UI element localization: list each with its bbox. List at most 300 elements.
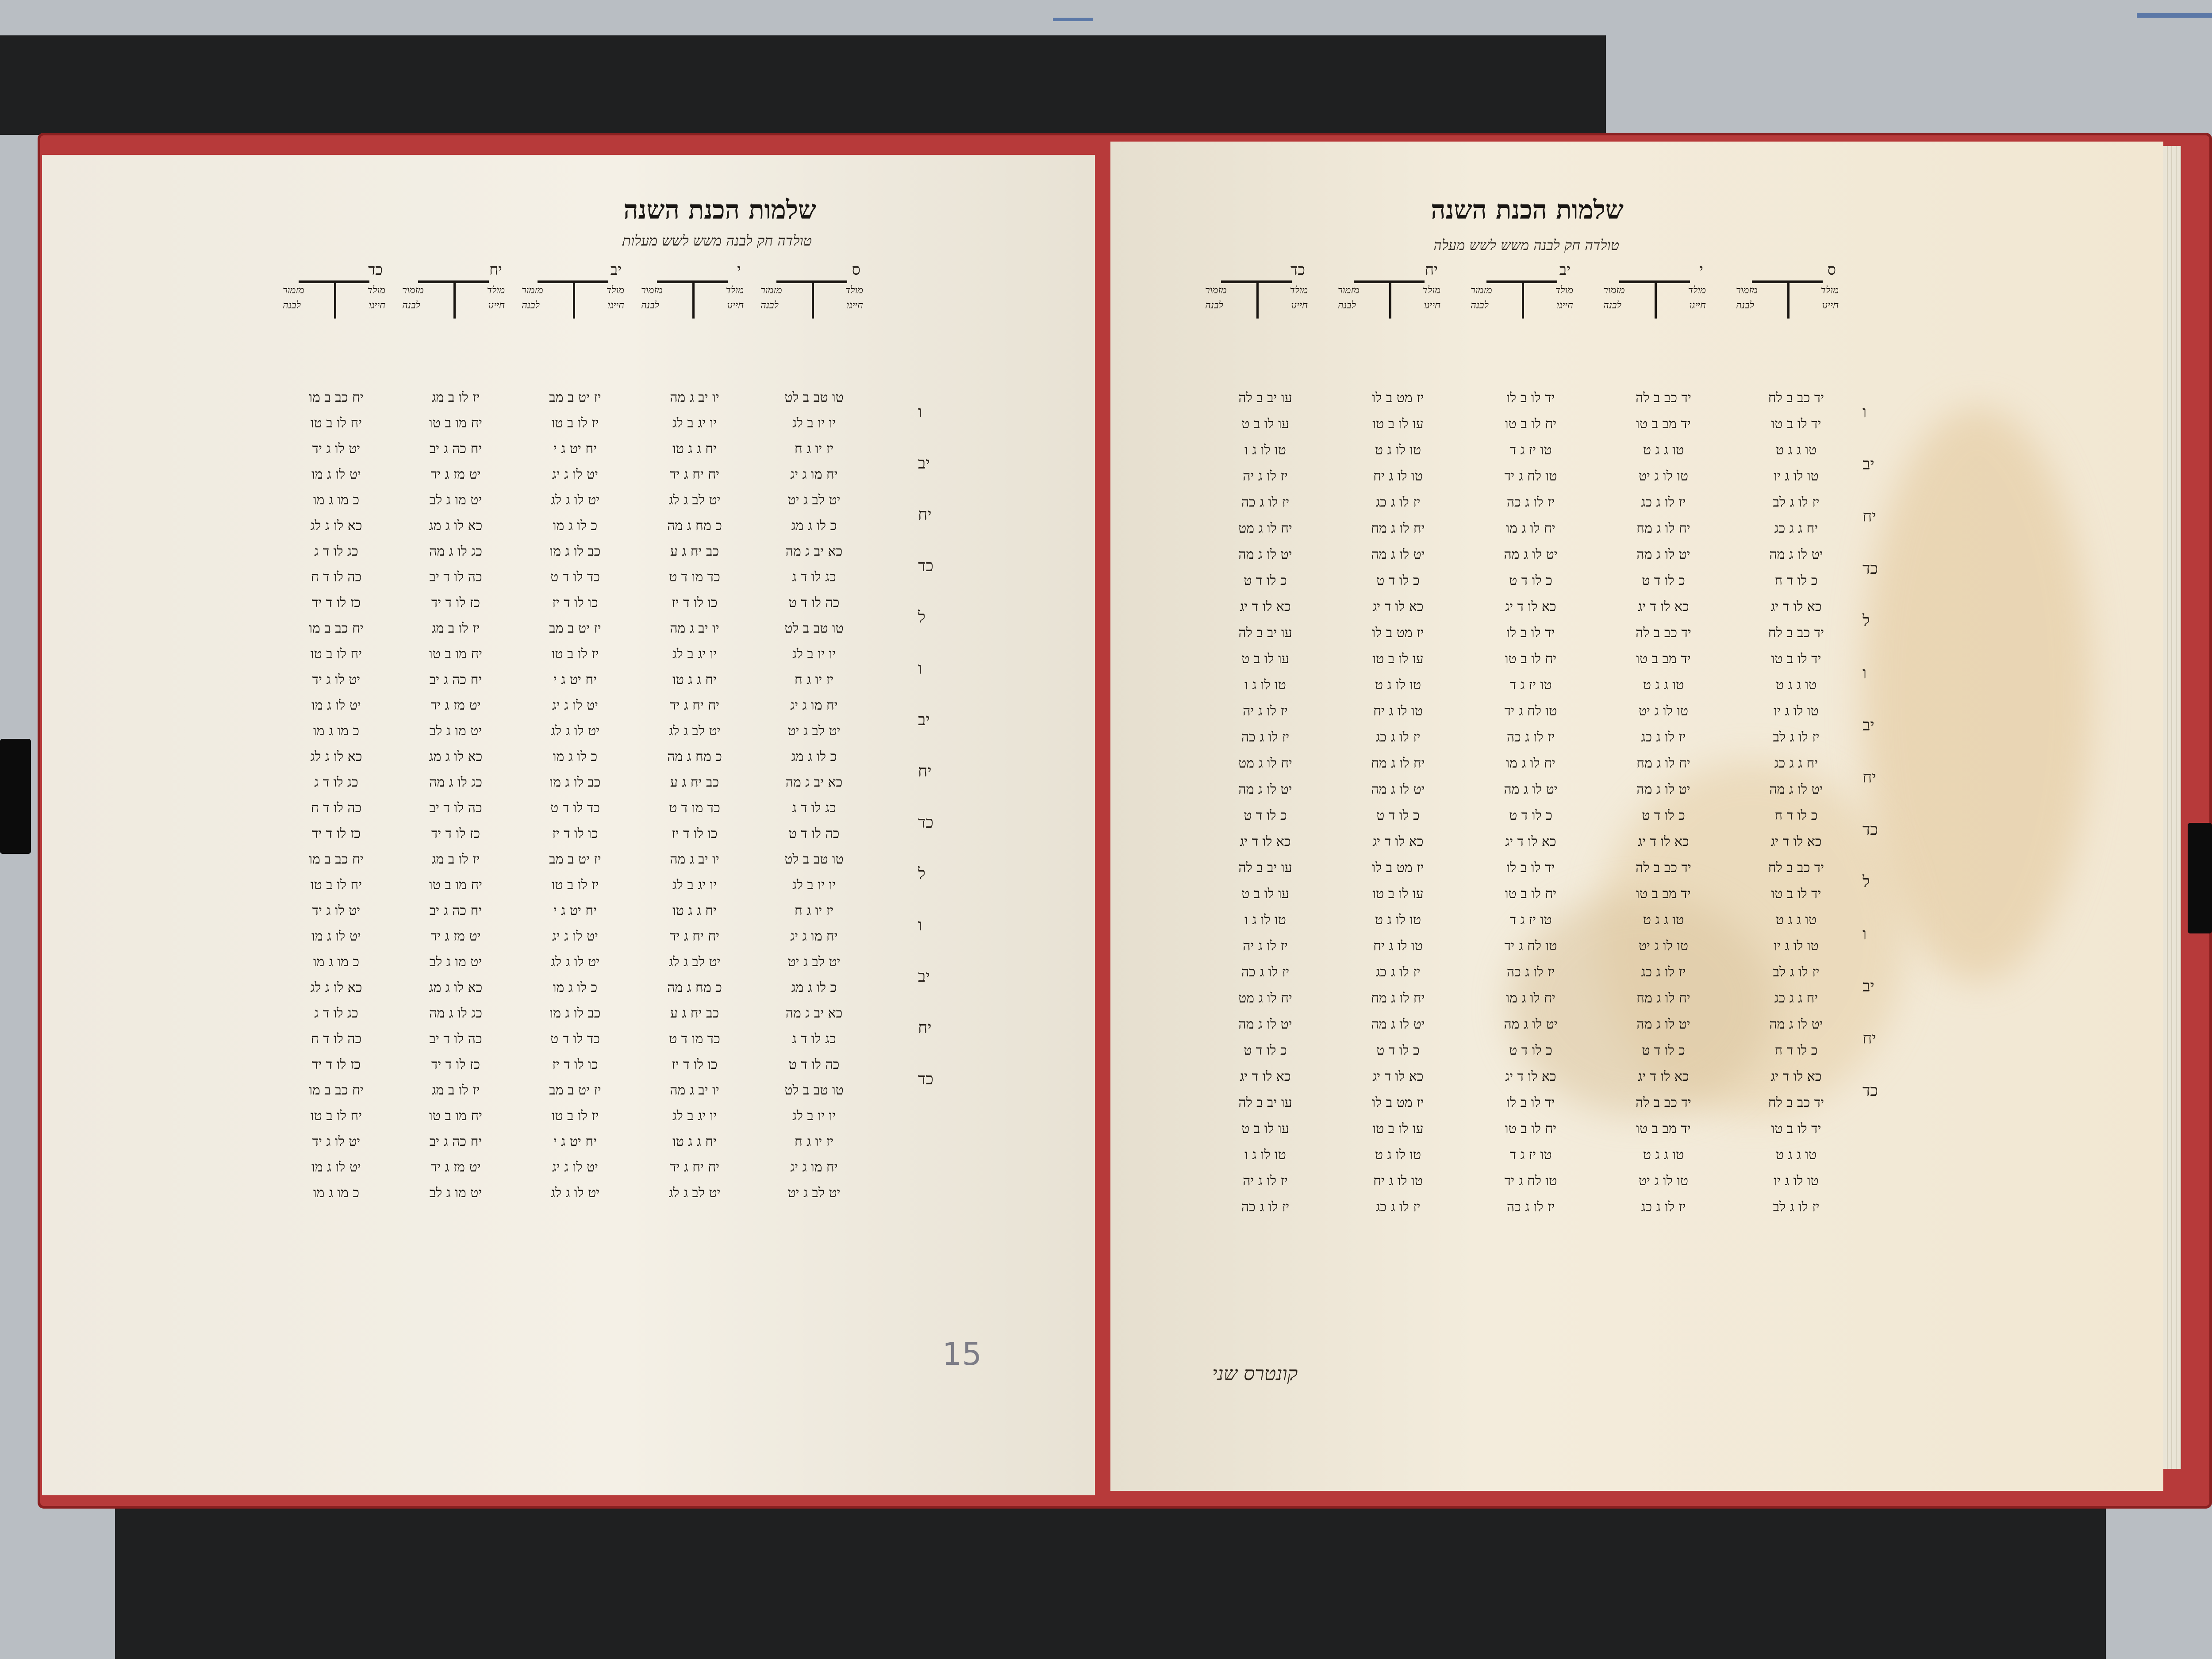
header-label: מזמור	[1736, 285, 1758, 296]
table-cell: כ לו ד ח	[1774, 1043, 1818, 1058]
table-cell: טו ג ג ט	[1775, 912, 1817, 928]
table-cell: יח לו ג מח	[1636, 991, 1690, 1006]
header-bracket	[776, 280, 847, 319]
table-row	[1199, 489, 1863, 515]
table-row	[1199, 541, 1863, 568]
table-cell: עו יב ב לה	[1238, 625, 1292, 641]
table-cell: יד כב ב לה	[1636, 860, 1691, 876]
table-cell: טו לח ג יד	[1504, 703, 1557, 719]
table-cell: יח מו ב טו	[429, 1108, 482, 1124]
table-cell: יח לו ג מו	[1506, 756, 1555, 771]
table-cell: יט לו ג מה	[1238, 1017, 1292, 1032]
table-cell: יט לו ג מה	[1371, 782, 1425, 797]
calibration-mark	[2137, 13, 2212, 18]
table-cell: יח לו ג מח	[1371, 991, 1425, 1006]
table-cell: יח לו ב טו	[1505, 886, 1557, 902]
table-row	[1199, 1194, 1863, 1220]
table-cell: כ לו ד ט	[1509, 808, 1552, 823]
header-label: חייגו	[1689, 300, 1706, 311]
right-column-header	[1601, 261, 1708, 313]
table-row	[276, 513, 874, 539]
table-row	[1199, 803, 1863, 829]
table-cell: יט לו ג מה	[1504, 1017, 1558, 1032]
table-row	[276, 1103, 874, 1129]
left-table	[276, 385, 874, 1206]
table-cell: יט לו ג מה	[1636, 782, 1690, 797]
table-cell: טו ג ג ט	[1643, 442, 1684, 458]
header-label: מולד	[367, 285, 385, 296]
right-row-label: יב	[1863, 977, 1874, 995]
right-table	[1199, 385, 1863, 1220]
table-cell: כג לו ד ג	[792, 569, 836, 585]
table-cell: יד לו ב לו	[1506, 625, 1555, 641]
table-cell: יט לו ג יד	[312, 441, 361, 457]
table-cell: יט לו ג מה	[1371, 547, 1425, 562]
table-cell: יד כב ב לח	[1768, 860, 1824, 876]
table-row	[276, 770, 874, 795]
table-row	[276, 847, 874, 872]
table-row	[1199, 985, 1863, 1011]
header-label: לבנה	[760, 300, 779, 311]
table-cell: יו יג ב לג	[672, 415, 717, 431]
table-row	[276, 1129, 874, 1155]
table-cell: יז יט ב מב	[549, 852, 601, 867]
table-row	[276, 872, 874, 898]
table-cell: כה לו ד ט	[788, 826, 840, 841]
table-row	[276, 795, 874, 821]
table-cell: יז לו ג יה	[1243, 469, 1288, 484]
table-row	[1199, 646, 1863, 672]
table-cell: יז יו ג ח	[794, 1134, 834, 1149]
table-cell: כ מו ג מו	[313, 492, 360, 508]
table-row	[276, 975, 874, 1001]
table-row	[1199, 385, 1863, 411]
table-cell: כ לו ג מו	[553, 980, 598, 995]
table-cell: יד לו ב לו	[1506, 860, 1555, 876]
table-cell: כו לו ד יז	[552, 1057, 598, 1072]
table-cell: כג לו ג מה	[429, 775, 482, 790]
table-cell: כב לו ג מו	[549, 1006, 601, 1021]
table-cell: יט מז ג יד	[430, 1160, 481, 1175]
table-cell: כא לו ד יג	[1770, 599, 1822, 614]
table-cell: כ לו ד ט	[1376, 1043, 1420, 1058]
table-cell: יו יב ג מה	[670, 852, 719, 867]
table-cell: יח יט ג י	[553, 672, 597, 687]
table-row	[1199, 594, 1863, 620]
table-cell: כד מו ד ט	[669, 800, 720, 816]
table-cell: כא לו ג מג	[429, 980, 483, 995]
table-cell: יח ג ג טו	[672, 441, 717, 457]
table-cell: יח יט ג י	[553, 1134, 597, 1149]
table-cell: כה לו ד ח	[311, 569, 362, 585]
table-cell: יח לו ג מט	[1238, 756, 1292, 771]
header-label: חייגו	[1556, 300, 1573, 311]
table-cell: יח לו ג מט	[1238, 991, 1292, 1006]
table-cell: טו לו ג יח	[1373, 469, 1423, 484]
right-row-label: כד	[1863, 1082, 1878, 1100]
table-row	[276, 1155, 874, 1180]
table-cell: יט לו ג מה	[1636, 1017, 1690, 1032]
table-row	[1199, 620, 1863, 646]
table-cell: יז לו ג כה	[1506, 964, 1555, 980]
table-row	[276, 924, 874, 949]
table-cell: טו לו ג יו	[1774, 703, 1819, 719]
table-cell: כא לו ד יג	[1638, 1069, 1689, 1084]
left-row-label: כד	[918, 814, 933, 832]
table-cell: יח כה ג יב	[429, 441, 482, 457]
table-cell: יח כה ג יב	[429, 1134, 482, 1149]
table-cell: יז לו ב מג	[431, 852, 480, 867]
table-cell: כו לו ד יז	[552, 826, 598, 841]
right-row-label: יב	[1863, 716, 1874, 734]
table-cell: כ לו ד ט	[1642, 808, 1685, 823]
table-cell: טו טב ב לט	[784, 390, 844, 405]
header-label: מולד	[1555, 285, 1573, 296]
left-row-label: ו	[918, 660, 922, 678]
table-cell: יד מב ב טו	[1636, 651, 1691, 667]
table-cell: כז לו ד יד	[431, 595, 480, 611]
table-cell: טו לו ג ט	[1375, 1147, 1421, 1163]
table-cell: טו לו ג יו	[1774, 469, 1819, 484]
table-cell: כה לו ד ט	[788, 1057, 840, 1072]
table-cell: יט לו ג יד	[312, 1134, 361, 1149]
header-bracket	[1486, 280, 1557, 319]
table-cell: כ לו ד ח	[1774, 573, 1818, 588]
table-row	[1199, 933, 1863, 959]
table-cell: עו יב ב לה	[1238, 860, 1292, 876]
table-cell: כג לו ג מה	[429, 544, 482, 559]
right-row-label: ו	[1863, 403, 1867, 421]
right-row-label: ל	[1863, 612, 1870, 630]
table-row	[1199, 672, 1863, 698]
table-row	[276, 462, 874, 488]
table-cell: יז יט ב מב	[549, 390, 601, 405]
table-cell: טו לו ג יט	[1638, 469, 1688, 484]
table-cell: יז יו ג ח	[794, 441, 834, 457]
catchword: קונטרס שני	[1212, 1363, 1298, 1385]
table-cell: יז לו ג יה	[1243, 703, 1288, 719]
header-label: מזמור	[1338, 285, 1359, 296]
table-cell: כד לו ד ט	[550, 800, 600, 816]
header-label: לבנה	[1205, 300, 1223, 311]
table-cell: כא יב ג מה	[785, 1006, 843, 1021]
table-cell: כה לו ד ח	[311, 1031, 362, 1047]
table-cell: יט לו ג מה	[1769, 782, 1823, 797]
table-cell: יז לו ג כג	[1375, 495, 1421, 510]
scanner-top-bar	[0, 35, 1606, 135]
table-cell: כא יב ג מה	[785, 544, 843, 559]
table-cell: טו ג ג ט	[1643, 677, 1684, 693]
table-row	[276, 1180, 874, 1206]
table-cell: יז לו ג כה	[1241, 1199, 1290, 1215]
right-row-label: יח	[1863, 1029, 1876, 1048]
table-row	[1199, 724, 1863, 750]
table-cell: יט לו ג לג	[550, 1185, 600, 1201]
table-cell: כא לו ג לג	[310, 980, 362, 995]
table-cell: כ לו ד ט	[1244, 1043, 1287, 1058]
table-cell: יז לו ג כה	[1506, 495, 1555, 510]
table-cell: יח כב ב מו	[309, 1083, 364, 1098]
table-cell: כה לו ד ט	[788, 595, 840, 611]
header-label: לבנה	[1338, 300, 1356, 311]
table-cell: יח כב ב מו	[309, 852, 364, 867]
table-cell: יט לו ג לג	[550, 723, 600, 739]
table-cell: יז יו ג ח	[794, 903, 834, 918]
table-cell: כא לו ד יג	[1505, 834, 1556, 849]
table-cell: כ לו ד ט	[1376, 573, 1420, 588]
table-cell: יז לו ג לב	[1773, 1199, 1820, 1215]
table-row	[276, 1078, 874, 1103]
table-cell: יד כב ב לח	[1768, 625, 1824, 641]
left-column-header	[400, 261, 507, 313]
table-cell: כג לו ד ג	[314, 544, 358, 559]
table-cell: כא לו ד יג	[1372, 599, 1424, 614]
table-cell: כא יב ג מה	[785, 775, 843, 790]
table-cell: יז לו ב מג	[431, 621, 480, 636]
table-cell: יט לו ג יג	[552, 467, 598, 482]
table-row	[1199, 437, 1863, 463]
table-cell: טו טב ב לט	[784, 621, 844, 636]
table-cell: יט לב ג לג	[668, 1185, 721, 1201]
table-cell: יד מב ב טו	[1636, 886, 1691, 902]
right-row-label: ל	[1863, 873, 1870, 891]
table-cell: טו לו ג יח	[1373, 703, 1423, 719]
table-cell: יט לב ג יט	[787, 954, 841, 970]
table-row	[1199, 907, 1863, 933]
right-column-header	[1734, 261, 1840, 313]
left-page	[42, 155, 1095, 1495]
header-label: מולד	[1290, 285, 1308, 296]
table-cell: יח ג ג טו	[672, 1134, 717, 1149]
right-row-label: כד	[1863, 560, 1878, 578]
table-cell: כ לו ד ט	[1509, 1043, 1552, 1058]
header-value: י	[1699, 261, 1703, 279]
table-cell: יז לו ג כג	[1641, 730, 1686, 745]
header-label: לבנה	[522, 300, 540, 311]
table-cell: יד כב ב לה	[1636, 390, 1691, 406]
table-row	[1199, 698, 1863, 724]
table-cell: עו לו ב טו	[1372, 651, 1424, 667]
table-cell: יט לו ג מה	[1504, 547, 1558, 562]
table-row	[276, 744, 874, 770]
table-cell: כו לו ד יז	[672, 1057, 718, 1072]
table-cell: יט לו ג מו	[311, 698, 361, 713]
table-row	[1199, 829, 1863, 855]
header-bracket	[1221, 280, 1292, 319]
table-cell: יח לו ב טו	[1505, 1121, 1557, 1137]
table-cell: יז לו ג לב	[1773, 495, 1820, 510]
left-page-subtitle: טולדה חק לבנה משש לשש מעלות	[622, 232, 812, 249]
left-row-label: יב	[918, 454, 930, 472]
table-cell: כ מח ג מה	[667, 518, 722, 534]
table-cell: יח מו ג יג	[790, 467, 838, 482]
table-row	[276, 898, 874, 924]
table-cell: יח כב ב מו	[309, 621, 364, 636]
table-row	[1199, 515, 1863, 541]
table-cell: יט לב ג לג	[668, 723, 721, 739]
table-cell: יו יו ב לג	[792, 877, 836, 893]
table-cell: יו יב ג מה	[670, 621, 719, 636]
table-cell: טו לו ג ו	[1244, 1147, 1286, 1163]
table-cell: כו לו ד יז	[672, 595, 718, 611]
table-cell: כ מו ג מו	[313, 954, 360, 970]
table-cell: יח יח ג יד	[669, 467, 720, 482]
table-cell: יז לו ג כה	[1241, 964, 1290, 980]
table-cell: כא לו ד יג	[1638, 834, 1689, 849]
right-page	[1110, 142, 2163, 1491]
left-row-label: יח	[918, 1019, 932, 1037]
table-cell: יח לו ג מח	[1636, 756, 1690, 771]
table-cell: יט לו ג לג	[550, 954, 600, 970]
table-cell: כז לו ד יד	[431, 1057, 480, 1072]
table-cell: יט לו ג יג	[552, 1160, 598, 1175]
table-row	[276, 590, 874, 616]
table-cell: כ לו ג מג	[791, 518, 837, 534]
table-cell: יז לו ב מג	[431, 1083, 480, 1098]
table-cell: עו לו ב ט	[1241, 651, 1289, 667]
table-cell: יח מו ג יג	[790, 1160, 838, 1175]
header-label: מזמור	[402, 285, 424, 296]
table-cell: יח ג ג כג	[1774, 991, 1818, 1006]
left-page-title: שלמות הכנת השנה	[623, 195, 816, 225]
table-cell: יח ג ג כג	[1774, 756, 1818, 771]
table-row	[1199, 855, 1863, 881]
table-row	[1199, 1116, 1863, 1142]
table-cell: כד לו ד ט	[550, 569, 600, 585]
table-cell: טו לו ג יט	[1638, 703, 1688, 719]
table-row	[276, 693, 874, 718]
table-cell: יו יב ג מה	[670, 390, 719, 405]
table-cell: יט מו ג לב	[429, 1185, 482, 1201]
header-label: מזמור	[522, 285, 543, 296]
table-cell: יט מו ג לב	[429, 723, 482, 739]
table-cell: יו יג ב לג	[672, 1108, 717, 1124]
table-cell: כג לו ד ג	[314, 1006, 358, 1021]
left-column-header	[281, 261, 387, 313]
left-row-label: ו	[918, 916, 922, 934]
table-cell: יז לו ג יה	[1243, 1173, 1288, 1189]
table-cell: כד מו ד ט	[669, 569, 720, 585]
table-cell: יד מב ב טו	[1636, 416, 1691, 432]
table-cell: כב יח ג ע	[670, 1006, 719, 1021]
header-label: לבנה	[1471, 300, 1489, 311]
table-cell: כא לו ד יג	[1240, 1069, 1291, 1084]
table-cell: יד כב ב לח	[1768, 1095, 1824, 1110]
table-cell: יז לו ג כג	[1375, 730, 1421, 745]
table-cell: כא לו ג לג	[310, 518, 362, 534]
left-row-label: ו	[918, 403, 922, 421]
table-cell: יז לו ג כג	[1641, 495, 1686, 510]
left-row-label: יב	[918, 711, 930, 729]
table-row	[276, 616, 874, 641]
table-cell: יח כה ג יב	[429, 672, 482, 687]
table-cell: כ לו ג מג	[791, 980, 837, 995]
table-cell: יז לו ג כה	[1506, 1199, 1555, 1215]
left-row-label: כד	[918, 1070, 933, 1088]
table-row	[1199, 568, 1863, 594]
table-cell: טו לח ג יד	[1504, 469, 1557, 484]
table-cell: יט לב ג לג	[668, 954, 721, 970]
table-cell: יט לו ג יג	[552, 929, 598, 944]
table-cell: טו יז ג ד	[1509, 912, 1552, 928]
table-cell: יח יט ג י	[553, 441, 597, 457]
table-cell: טו לח ג יד	[1504, 938, 1557, 954]
table-cell: יח לו ג מט	[1238, 521, 1292, 536]
header-label: מזמור	[1471, 285, 1492, 296]
table-row	[1199, 1090, 1863, 1116]
table-cell: יח לו ב טו	[310, 646, 362, 662]
header-bracket	[299, 280, 369, 319]
table-cell: יז יט ב מב	[549, 621, 601, 636]
table-cell: יח יח ג יד	[669, 1160, 720, 1175]
table-cell: יז לו ג לב	[1773, 730, 1820, 745]
table-cell: יח לו ב טו	[1505, 416, 1557, 432]
header-label: חייגו	[488, 300, 505, 311]
table-cell: כג לו ד ג	[792, 1031, 836, 1047]
header-label: לבנה	[1603, 300, 1621, 311]
table-cell: יט לו ג יג	[552, 698, 598, 713]
table-cell: יד מב ב טו	[1636, 1121, 1691, 1137]
table-row	[276, 436, 874, 462]
table-row	[1199, 411, 1863, 437]
table-row	[276, 411, 874, 436]
table-cell: כא לו ג לג	[310, 749, 362, 764]
table-cell: יז לו ב טו	[551, 877, 599, 893]
table-row	[1199, 1064, 1863, 1090]
header-label: מזמור	[1603, 285, 1625, 296]
table-cell: כה לו ד ח	[311, 800, 362, 816]
table-cell: טו לו ג יט	[1638, 1173, 1688, 1189]
table-cell: כ מו ג מו	[313, 723, 360, 739]
table-cell: יד לו ב טו	[1771, 1121, 1821, 1137]
left-row-label: ל	[918, 608, 926, 626]
table-cell: יז לו ג כג	[1641, 1199, 1686, 1215]
header-label: מזמור	[760, 285, 782, 296]
table-cell: טו ג ג ט	[1643, 912, 1684, 928]
table-row	[276, 1026, 874, 1052]
right-page-subtitle: טולדה חק לבנה משש לשש מעלה	[1433, 237, 1619, 253]
header-label: לבנה	[641, 300, 659, 311]
left-column-header	[639, 261, 745, 313]
header-label: מולד	[1422, 285, 1440, 296]
table-cell: יט לו ג מו	[311, 929, 361, 944]
table-cell: יז לו ב טו	[551, 415, 599, 431]
table-row	[276, 539, 874, 565]
table-cell: טו יז ג ד	[1509, 677, 1552, 693]
table-row	[1199, 881, 1863, 907]
table-cell: טו יז ג ד	[1509, 1147, 1552, 1163]
table-cell: עו לו ב ט	[1241, 886, 1289, 902]
table-cell: יט לו ג מו	[311, 467, 361, 482]
table-cell: כד לו ד ט	[550, 1031, 600, 1047]
table-cell: יט לו ג יד	[312, 903, 361, 918]
table-cell: כא לו ד יג	[1638, 599, 1689, 614]
right-page-title: שלמות הכנת השנה	[1431, 195, 1624, 225]
table-cell: יז מט ב לו	[1372, 1095, 1424, 1110]
table-row	[276, 565, 874, 590]
table-row	[1199, 776, 1863, 803]
table-cell: כ לו ד ט	[1509, 573, 1552, 588]
table-cell: כא לו ד יג	[1770, 1069, 1822, 1084]
table-cell: כא לו ד יג	[1240, 599, 1291, 614]
table-cell: יט מו ג לב	[429, 492, 482, 508]
header-value: ס	[852, 261, 860, 279]
header-bracket	[1354, 280, 1425, 319]
table-cell: כ לו ד ט	[1642, 573, 1685, 588]
header-label: חייגו	[607, 300, 624, 311]
header-label: מולד	[487, 285, 505, 296]
table-cell: טו לו ג ו	[1244, 677, 1286, 693]
